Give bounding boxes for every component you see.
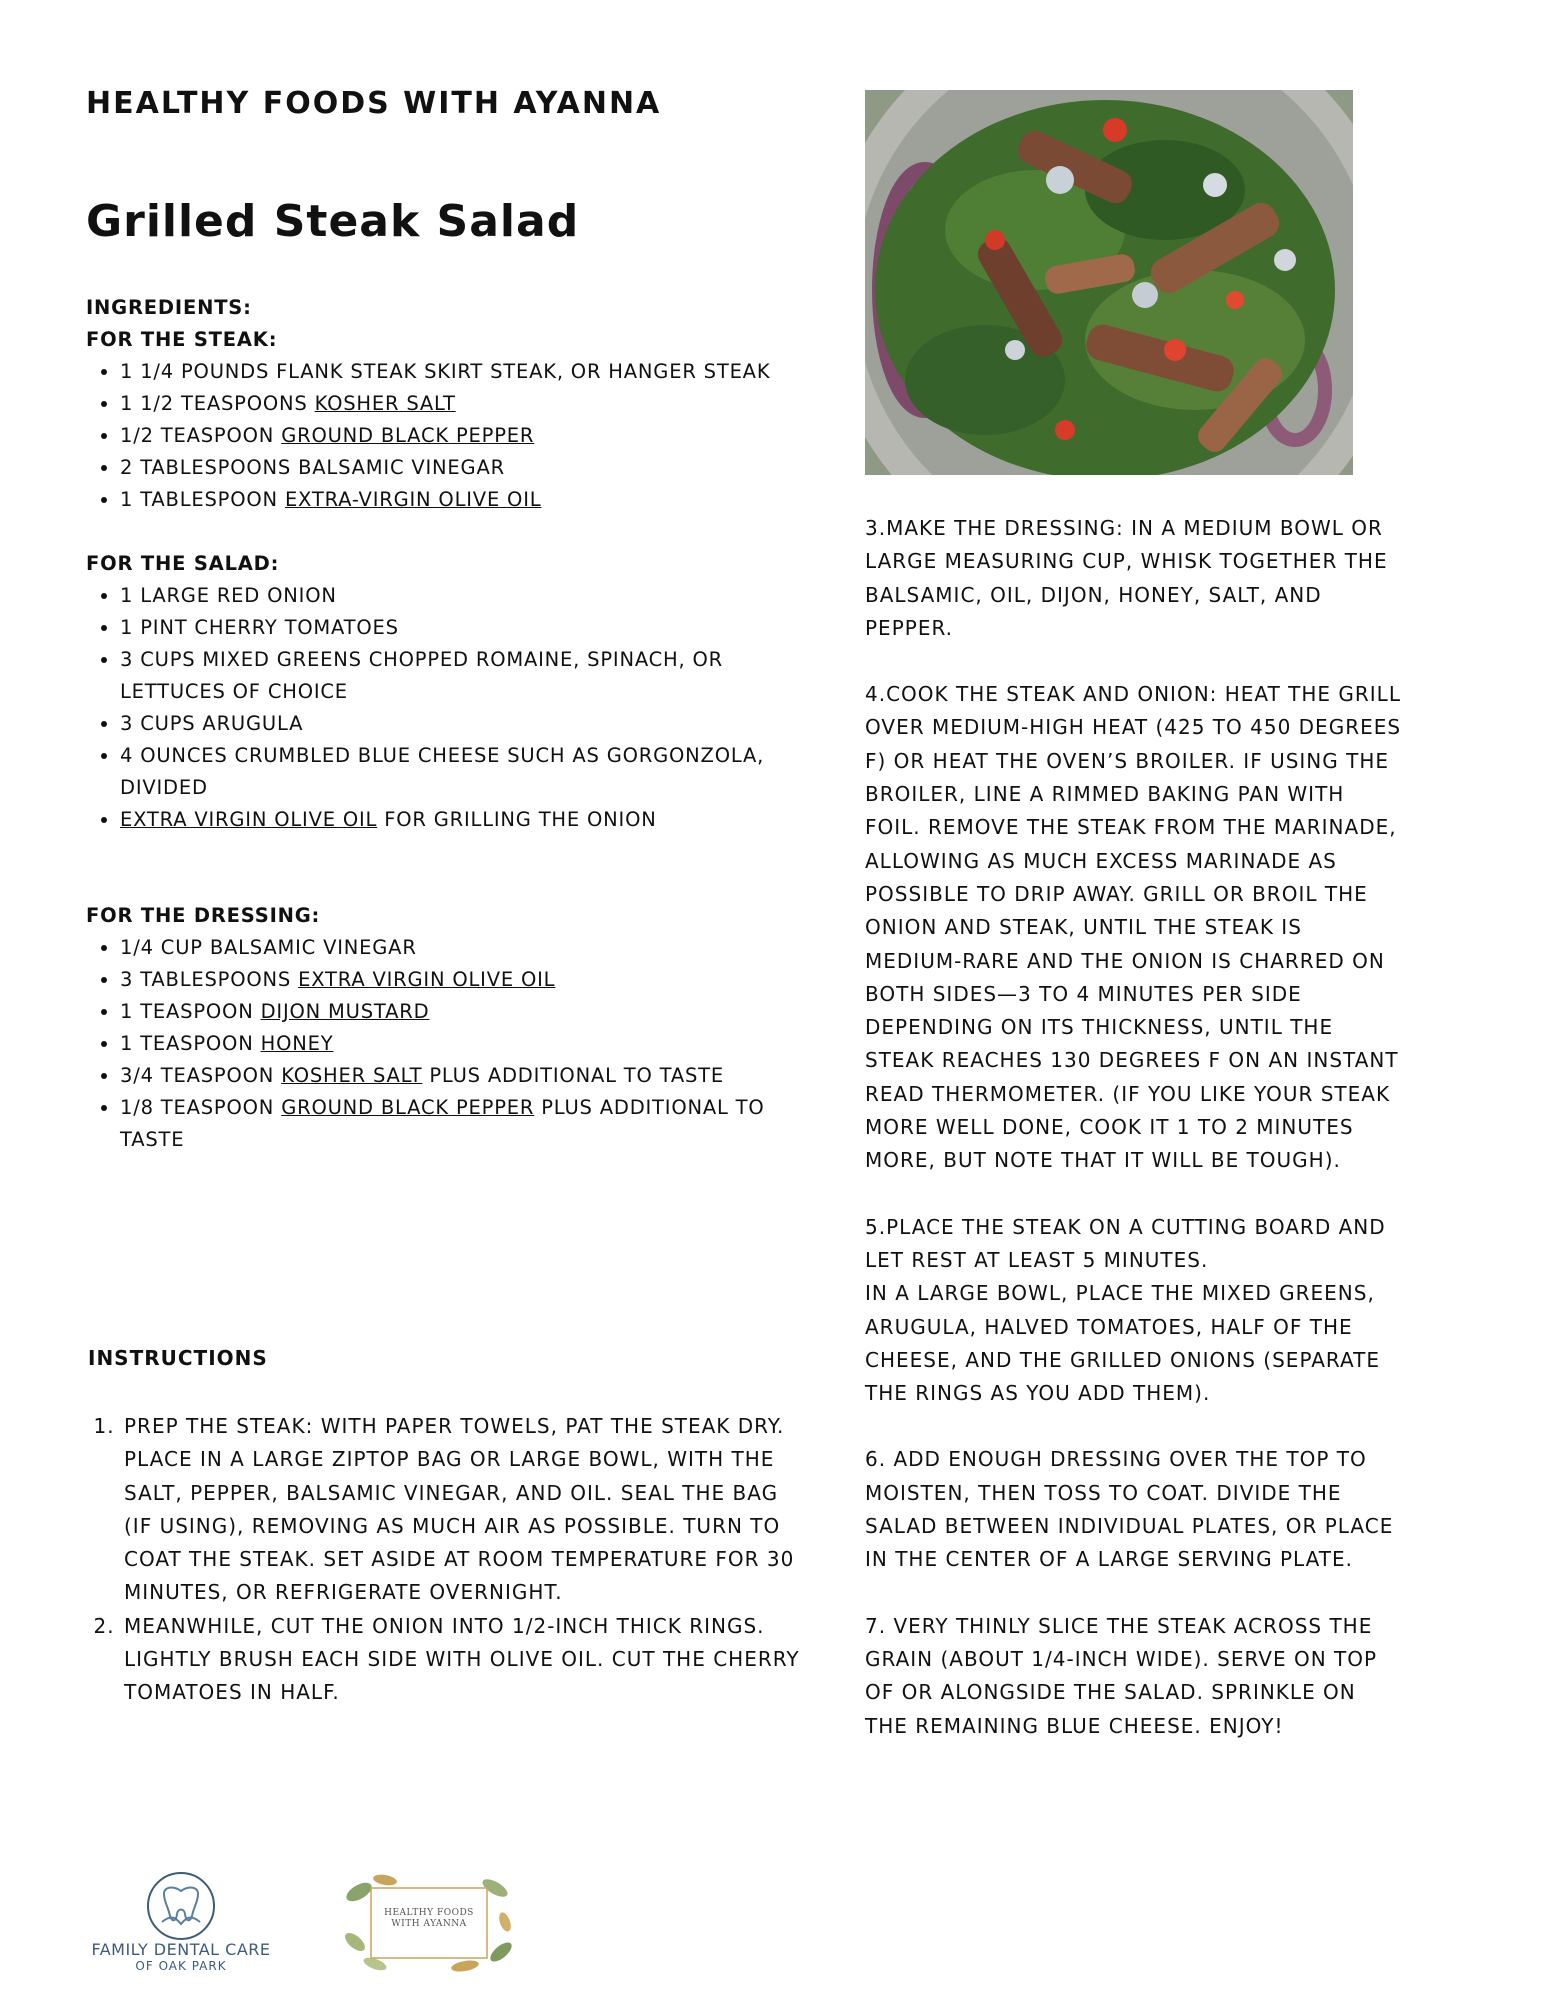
healthy-foods-logo <box>345 1872 513 1972</box>
salad-ingredient <box>120 580 776 612</box>
ingredient-text: 3 CUPS ARUGULA <box>120 712 304 735</box>
ingredient-text: 4 OUNCES CRUMBLED BLUE CHEESE SUCH AS GORGONZOLA, DIVIDED <box>120 744 765 799</box>
salad-ingredient <box>120 740 776 804</box>
ingredient-link[interactable]: EXTRA-VIRGIN OLIVE OIL <box>284 488 542 511</box>
ingredient-link[interactable]: GROUND BLACK PEPPER <box>281 1096 535 1119</box>
dressing-ingredient <box>120 1092 776 1156</box>
instructions-continued <box>865 512 1405 1743</box>
salad-ingredient <box>120 708 776 740</box>
instructions-heading: INSTRUCTIONS <box>88 1346 268 1370</box>
ingredient-link[interactable]: KOSHER SALT <box>314 392 456 415</box>
instruction-step-continued: 4.COOK THE STEAK AND ONION: HEAT THE GRILL OVER MEDIUM-HIGH HEAT (425 TO 450 DEGREES F) OR HEAT THE OVEN’S BROILER. IF USING THE BROILER, LINE A RIMMED BAKING PAN WITH FOIL. REMOVE THE STEAK FROM THE MARINADE, ALLOWING AS MUCH EXCESS MARINADE AS POSSIBLE TO DRIP AWAY. GRILL OR BROIL THE ONION AND STEAK, UNTIL THE STEAK IS MEDIUM-RARE AND THE ONION IS CHARRED ON BOTH SIDES—3 TO 4 MINUTES PER SIDE DEPENDING ON ITS THICKNESS, UNTIL THE STEAK REACHES 130 DEGREES F ON AN INSTANT READ THERMOMETER. (IF YOU LIKE YOUR STEAK MORE WELL DONE, COOK IT 1 TO 2 MINUTES MORE, BUT NOTE THAT IT WILL BE TOUGH). <box>865 682 1402 1173</box>
ingredient-text: 3 TABLESPOONS <box>120 968 299 991</box>
ingredient-text-suffix: PLUS ADDITIONAL TO TASTE <box>422 1064 724 1087</box>
dressing-ingredient <box>120 932 776 964</box>
salad-ingredient <box>120 804 776 836</box>
ingredient-text: 1/8 TEASPOON <box>120 1096 282 1119</box>
dressing-ingredient <box>120 1060 776 1092</box>
dressing-heading: FOR THE DRESSING: <box>86 904 321 927</box>
ingredient-link[interactable]: EXTRA VIRGIN OLIVE OIL <box>120 808 378 831</box>
instruction-step-continued: 6. ADD ENOUGH DRESSING OVER THE TOP TO MOISTEN, THEN TOSS TO COAT. DIVIDE THE SALAD BETWEEN INDIVIDUAL PLATES, OR PLACE IN THE CENTER OF A LARGE SERVING PLATE. <box>865 1447 1394 1572</box>
ingredients-label: INGREDIENTS: <box>86 296 252 319</box>
ingredient-link[interactable]: EXTRA VIRGIN OLIVE OIL <box>298 968 556 991</box>
ingredient-text: 1 1/2 TEASPOONS <box>120 392 315 415</box>
dressing-ingredient <box>120 996 776 1028</box>
dressing-list <box>86 932 776 1156</box>
ingredient-text: 1 TEASPOON <box>120 1032 261 1055</box>
ingredient-text: 3/4 TEASPOON <box>120 1064 282 1087</box>
steak-heading: FOR THE STEAK: <box>86 328 278 351</box>
ingredient-text: 1 LARGE RED ONION <box>120 584 337 607</box>
instructions-list <box>88 1410 812 1710</box>
steak-ingredient <box>120 356 776 388</box>
ingredient-text-suffix: PLUS ADDITIONAL TO TASTE <box>120 1096 765 1151</box>
ingredient-text: 1 1/4 POUNDS FLANK STEAK SKIRT STEAK, OR HANGER STEAK <box>120 360 771 383</box>
steak-ingredient <box>120 388 776 420</box>
ingredient-text: 2 TABLESPOONS BALSAMIC VINEGAR <box>120 456 505 479</box>
healthy-logo-text: HEALTHY FOODS WITH AYANNA <box>384 1908 474 1929</box>
salad-heading: FOR THE SALAD: <box>86 552 280 575</box>
instruction-step: 2. MEANWHILE, CUT THE ONION INTO 1/2-INCH THICK RINGS. LIGHTLY BRUSH EACH SIDE WITH OLIVE OIL. CUT THE CHERRY TOMATOES IN HALF. <box>122 1610 812 1710</box>
dressing-ingredient <box>120 1028 776 1060</box>
tooth-logo-icon <box>86 1870 276 1942</box>
instruction-step: 1. PREP THE STEAK: WITH PAPER TOWELS, PAT THE STEAK DRY. PLACE IN A LARGE ZIPTOP BAG OR LARGE BOWL, WITH THE SALT, PEPPER, BALSAMIC VINEGAR, AND OIL. SEAL THE BAG (IF USING), REMOVING AS MUCH AIR AS POSSIBLE. TURN TO COAT THE STEAK. SET ASIDE AT ROOM TEMPERATURE FOR 30 MINUTES, OR REFRIGERATE OVERNIGHT. <box>122 1410 812 1610</box>
ingredient-text: 1/2 TEASPOON <box>120 424 282 447</box>
instruction-step-continued: 3.MAKE THE DRESSING: IN A MEDIUM BOWL OR LARGE MEASURING CUP, WHISK TOGETHER THE BALSAMIC, OIL, DIJON, HONEY, SALT, AND PEPPER. <box>865 516 1388 640</box>
salad-ingredient <box>120 612 776 644</box>
salad-photo <box>865 90 1353 475</box>
salad-list <box>86 580 776 836</box>
recipe-title: Grilled Steak Salad <box>86 196 580 247</box>
ingredient-text: 1 TEASPOON <box>120 1000 261 1023</box>
steak-ingredient <box>120 484 776 516</box>
family-dental-care-logo <box>86 1870 276 1980</box>
ingredient-text-suffix: FOR GRILLING THE ONION <box>377 808 657 831</box>
instruction-step-continued: 7. VERY THINLY SLICE THE STEAK ACROSS THE GRAIN (ABOUT 1/4-INCH WIDE). SERVE ON TOP OF OR ALONGSIDE THE SALAD. SPRINKLE ON THE REMAINING BLUE CHEESE. ENJOY! <box>865 1613 1378 1738</box>
ingredient-link[interactable]: DIJON MUSTARD <box>260 1000 430 1023</box>
steak-list <box>86 356 776 516</box>
dental-logo-name: FAMILY DENTAL CARE <box>91 1940 271 1959</box>
salad-ingredient <box>120 644 776 708</box>
steak-ingredient <box>120 420 776 452</box>
ingredient-text: 3 CUPS MIXED GREENS CHOPPED ROMAINE, SPINACH, OR LETTUCES OF CHOICE <box>120 648 724 703</box>
ingredients-section <box>86 292 776 1156</box>
ingredient-link[interactable]: HONEY <box>260 1032 334 1055</box>
brand-heading: HEALTHY FOODS WITH AYANNA <box>86 86 662 121</box>
ingredient-link[interactable]: GROUND BLACK PEPPER <box>281 424 535 447</box>
steak-ingredient <box>120 452 776 484</box>
dressing-ingredient <box>120 964 776 996</box>
ingredient-text: 1 PINT CHERRY TOMATOES <box>120 616 399 639</box>
dental-logo-subtitle: OF OAK PARK <box>135 1959 227 1973</box>
ingredient-link[interactable]: KOSHER SALT <box>281 1064 423 1087</box>
ingredient-text: 1 TABLESPOON <box>120 488 285 511</box>
ingredient-text: 1/4 CUP BALSAMIC VINEGAR <box>120 936 417 959</box>
instruction-step-continued: 5.PLACE THE STEAK ON A CUTTING BOARD AND LET REST AT LEAST 5 MINUTES. IN A LARGE BOWL, PLACE THE MIXED GREENS, ARUGULA, HALVED TOMATOES, HALF OF THE CHEESE, AND THE GRILLED ONIONS (SEPARATE THE RINGS AS YOU ADD THEM). <box>865 1214 1386 1406</box>
